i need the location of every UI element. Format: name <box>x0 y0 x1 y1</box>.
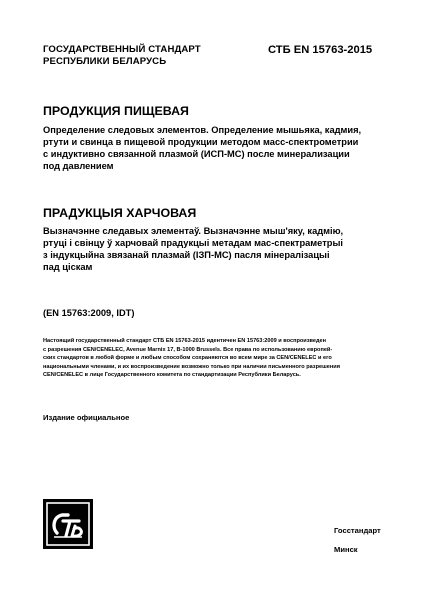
copyright-notice-line: CEN/CENELEC в лице Государственного комитета по стандартизации Республики Беларусь. <box>43 372 301 379</box>
issuing-body-line-1: ГОСУДАРСТВЕННЫЙ СТАНДАРТ <box>43 44 201 55</box>
description-russian-line: ртути и свинца в пищевой продукции методом масс-спектрометрии <box>43 137 359 147</box>
description-russian-line: под давлением <box>43 161 114 171</box>
stb-logo-graphic <box>43 499 93 549</box>
copyright-notice-line: ских стандартов в любой форме и любым способом сохраняются во всем мире за CEN/CENELEC и его <box>43 355 332 362</box>
description-russian-line: с индуктивно связанной плазмой (ИСП-МС) после минерализации <box>43 149 350 159</box>
copyright-notice-line: национальными членами, и их воспроизведение возможно только при наличии письменного разрешения <box>43 363 340 370</box>
description-belarusian-line: пад ціскам <box>43 262 93 272</box>
description-belarusian <box>43 225 393 273</box>
equivalence-note: (EN 15763:2009, IDT) <box>43 308 135 318</box>
copyright-notice <box>43 337 388 380</box>
copyright-notice-line: с разрешения CEN/CENELEC, Avenue Marnix 17, B-1000 Brussels. Все права по использованию европей- <box>43 346 333 353</box>
standard-number: СТБ EN 15763-2015 <box>268 44 373 56</box>
description-russian-line: Определение следовых элементов. Определение мышьяка, кадмия, <box>43 125 362 135</box>
edition-label: Издание официальное <box>43 413 130 422</box>
description-belarusian-line: Вызначэнне следавых элементаў. Вызначэнне мыш'яку, кадмію, <box>43 226 344 236</box>
publisher-name: Госстандарт <box>334 526 381 535</box>
publication-city: Минск <box>334 545 358 554</box>
title-belarusian: ПРАДУКЦЫЯ ХАРЧОВАЯ <box>43 206 197 220</box>
issuing-body <box>43 44 201 68</box>
description-russian <box>43 124 393 172</box>
description-belarusian-line: ртуці і свінцу ў харчовай прадукцыі метадам мас-спектраметрыі <box>43 238 343 248</box>
copyright-notice-line: Настоящий государственный стандарт СТБ EN 15763-2015 идентичен EN 15763:2009 и воспроизведен <box>43 338 327 344</box>
issuing-body-line-2: РЕСПУБЛИКИ БЕЛАРУСЬ <box>43 56 167 67</box>
description-belarusian-line: з індукцыйна звязанай плазмай (ІЗП-МС) пасля мінералізацыі <box>43 250 330 260</box>
title-russian: ПРОДУКЦИЯ ПИЩЕВАЯ <box>43 104 189 118</box>
stb-logo-icon <box>43 499 93 549</box>
